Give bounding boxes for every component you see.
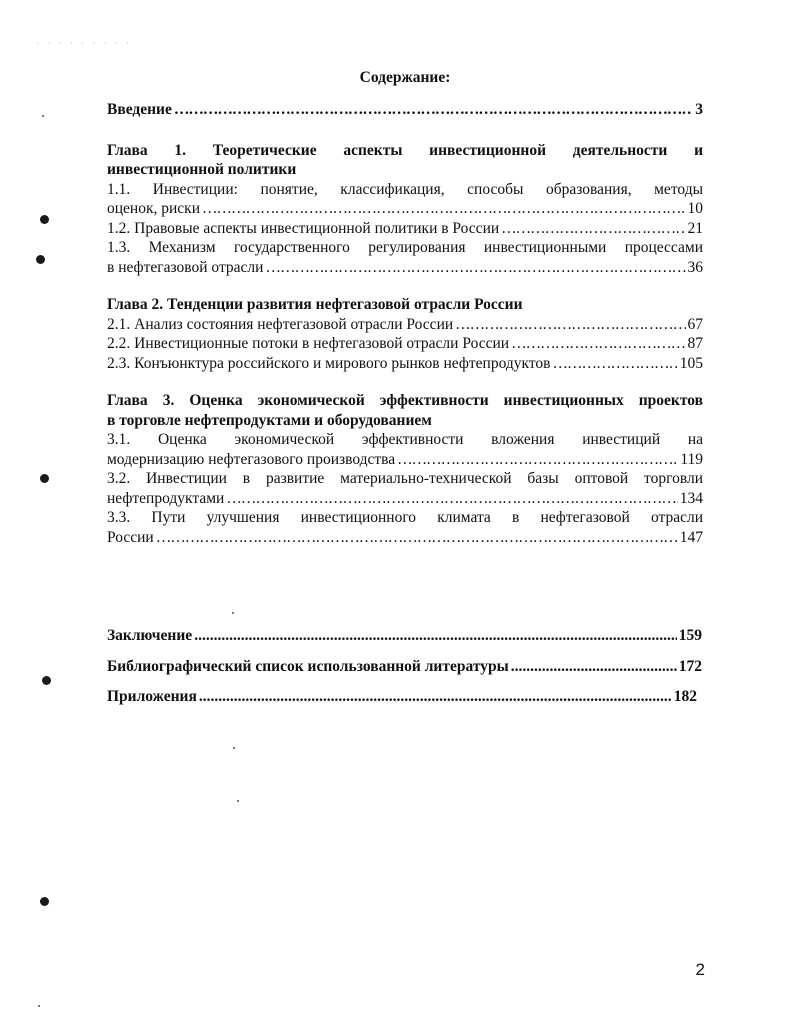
speck <box>232 612 234 614</box>
entry-label: 1.2. Правовые аспекты инвестиционной политики в России <box>107 219 500 237</box>
dot-leader <box>156 528 678 548</box>
dot-leader <box>174 100 693 120</box>
entry-page: 67 <box>687 315 703 333</box>
entry-page: 21 <box>687 219 703 237</box>
speck <box>42 115 44 117</box>
toc-entry-3-2[interactable]: 3.2. Инвестиции в развитие материально-технической базы оптовой торговли <box>107 470 703 487</box>
dot-leader <box>501 219 685 239</box>
speck <box>233 747 235 749</box>
entry-page: 3 <box>695 101 703 118</box>
toc-entry-3-1[interactable]: 3.1. Оценка экономической эффективности вложения инвестиций на <box>107 431 703 448</box>
entry-label: нефтепродуктами <box>107 489 225 507</box>
entry-label: модернизацию нефтегазового производства <box>107 450 396 468</box>
chapter-heading[interactable]: Глава 1. Теоретические аспекты инвестиционной деятельности и <box>107 141 703 159</box>
closing-sections <box>107 626 702 718</box>
toc-entry-2-3[interactable] <box>107 354 703 374</box>
chapter-heading-cont[interactable]: в торговле нефтепродуктами и оборудованием <box>107 411 432 429</box>
toc-entry-3-3-cont[interactable] <box>107 528 703 548</box>
toc-entry-3-2-cont[interactable] <box>107 489 703 509</box>
entry-label: Приложения <box>107 688 197 705</box>
entry-page: 147 <box>679 528 703 546</box>
entry-page: 10 <box>687 200 703 217</box>
toc-entry-2-2[interactable] <box>107 334 703 354</box>
dot-leader <box>199 687 672 707</box>
dot-leader <box>511 334 685 354</box>
entry-page: 182 <box>673 688 697 705</box>
dot-leader <box>455 315 685 335</box>
dot-leader <box>552 354 677 374</box>
chapter-heading[interactable]: Глава 3. Оценка экономической эффективности инвестиционных проектов <box>107 392 703 409</box>
punch-hole-4 <box>42 676 51 685</box>
chapter-heading-cont[interactable]: инвестиционной политики <box>107 161 297 178</box>
toc-entry-3-3[interactable]: 3.3. Пути улучшения инвестиционного климата в нефтегазовой отрасли <box>107 509 703 526</box>
entry-page: 87 <box>687 335 703 352</box>
speck <box>237 800 239 802</box>
entry-page: 134 <box>679 489 703 507</box>
toc-entry-1-2[interactable] <box>107 219 703 239</box>
chapter-1 <box>107 141 703 278</box>
punch-hole-3 <box>40 474 49 483</box>
punch-hole-2 <box>36 255 45 264</box>
entry-page: 159 <box>678 627 702 644</box>
entry-label: в нефтегазовой отрасли <box>107 258 264 276</box>
toc-entry-conclusion[interactable] <box>107 626 702 646</box>
chapter-3 <box>107 391 703 547</box>
table-of-contents <box>107 68 703 547</box>
toc-entry-bibliography[interactable] <box>107 657 702 677</box>
dot-leader <box>397 450 678 470</box>
toc-entry-1-1[interactable]: 1.1. Инвестиции: понятие, классификация, способы образования, методы <box>107 180 703 198</box>
entry-label: Введение <box>107 101 172 118</box>
toc-entry-1-3[interactable]: 1.3. Механизм государственного регулирования инвестиционными процессами <box>107 239 703 256</box>
dot-leader <box>194 626 677 646</box>
entry-page: 172 <box>678 657 702 675</box>
entry-label: 2.1. Анализ состояния нефтегазовой отрасли России <box>107 315 454 333</box>
entry-page: 105 <box>679 354 703 372</box>
punch-hole-1 <box>40 215 49 224</box>
toc-entry-2-1[interactable] <box>107 315 703 335</box>
entry-label: оценок, риски <box>107 200 200 217</box>
punch-hole-5 <box>40 897 49 906</box>
speck <box>38 1005 40 1007</box>
toc-entry-1-1-cont[interactable] <box>107 199 703 219</box>
toc-entry-3-1-cont[interactable] <box>107 450 703 470</box>
toc-entry-appendix[interactable] <box>107 687 697 707</box>
entry-label: 2.2. Инвестиционные потоки в нефтегазовой отрасли России <box>107 335 510 352</box>
dot-leader <box>265 258 685 278</box>
entry-label: России <box>107 528 154 546</box>
entry-label: Заключение <box>107 627 193 644</box>
entry-page: 36 <box>687 258 703 276</box>
page-number: 2 <box>695 960 705 979</box>
chapter-2 <box>107 295 703 373</box>
dot-leader <box>226 489 677 509</box>
entry-page: 119 <box>680 450 703 468</box>
scan-marks: · · · · · · · · · <box>36 40 132 47</box>
chapter-heading[interactable]: Глава 2. Тенденции развития нефтегазовой отрасли России <box>107 296 523 313</box>
entry-label: 2.3. Конъюнктура российского и мирового рынков нефтепродуктов <box>107 354 551 372</box>
dot-leader <box>202 199 686 219</box>
toc-entry-1-3-cont[interactable] <box>107 258 703 278</box>
toc-title: Содержание: <box>359 69 451 86</box>
dot-leader <box>511 657 677 677</box>
entry-label: Библиографический список использованной литературы <box>107 657 509 675</box>
toc-entry-intro[interactable] <box>107 100 703 120</box>
